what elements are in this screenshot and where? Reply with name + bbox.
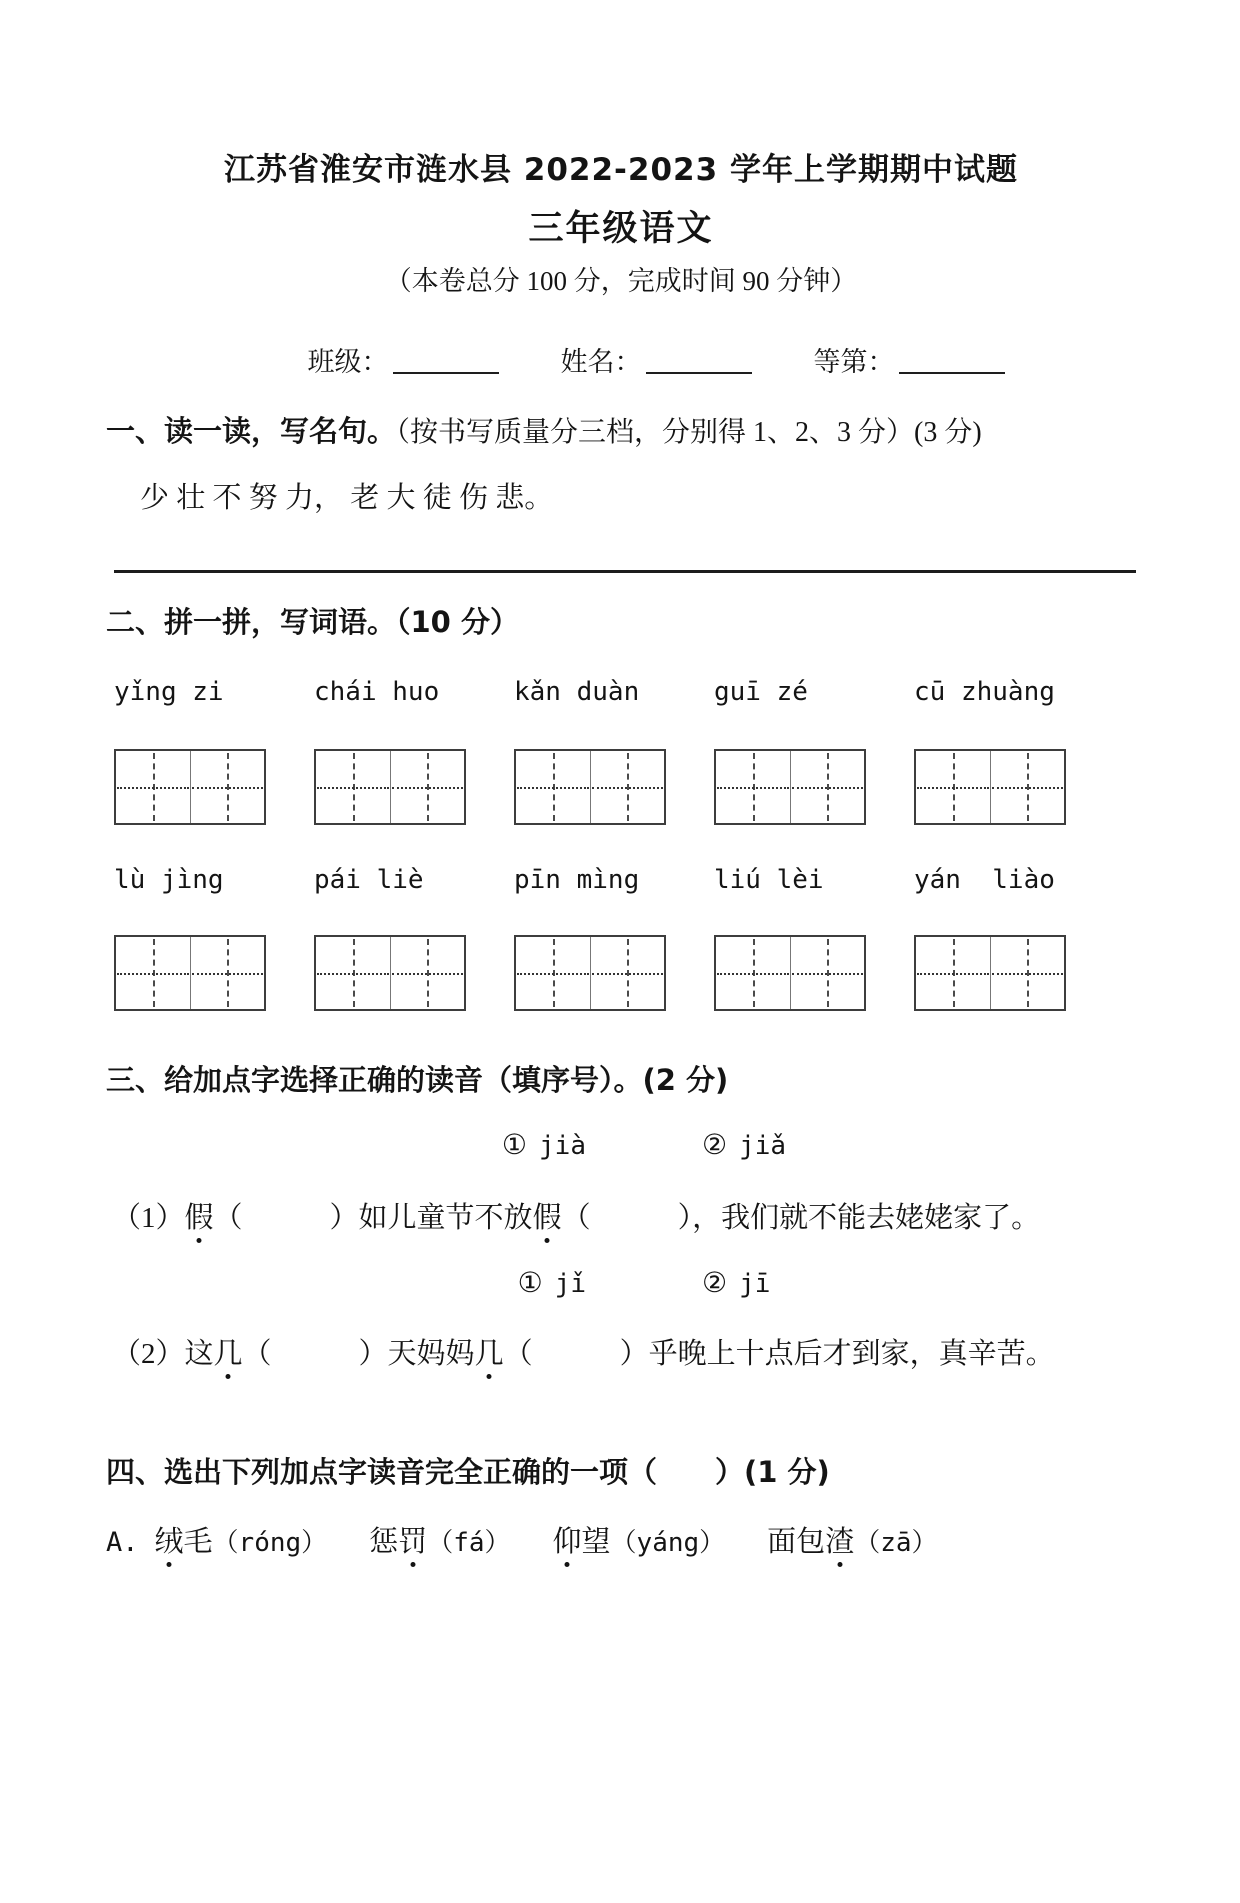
choice-option-1	[502, 1127, 586, 1165]
grid-cell[interactable]	[916, 937, 990, 1009]
choice-line-2	[106, 1265, 1136, 1303]
page-title: 江苏省淮安市涟水县 2022-2023 学年上学期期中试题	[223, 152, 1018, 188]
pinyin-annotation: （yáng）	[610, 1528, 726, 1558]
choice-pinyin: jī	[739, 1269, 771, 1299]
dotted-char: 仰	[552, 1526, 582, 1558]
writing-grid[interactable]	[914, 749, 1066, 825]
choice-number: ②	[702, 1268, 728, 1299]
writing-grid[interactable]	[314, 749, 466, 825]
choice-pinyin: jià	[539, 1131, 586, 1161]
grade-label: 等第：	[813, 347, 895, 377]
section-2-heading: 二、拼一拼，写词语。（10 分）	[106, 605, 519, 639]
pinyin-annotation: （róng）	[212, 1528, 328, 1558]
option-label: A.	[106, 1527, 139, 1558]
grid-cell[interactable]	[990, 937, 1065, 1009]
grid-cell[interactable]	[590, 751, 665, 823]
class-input-blank[interactable]	[393, 350, 499, 374]
writing-grid[interactable]	[714, 935, 866, 1011]
question-text: 天妈妈	[387, 1338, 475, 1370]
pinyin-row-2	[114, 863, 1066, 897]
grid-cell[interactable]	[916, 751, 990, 823]
choice-pinyin: jǐ	[554, 1269, 586, 1299]
name-field	[561, 344, 752, 380]
word-group	[767, 1526, 937, 1558]
grid-cell[interactable]	[390, 937, 465, 1009]
writing-grid[interactable]	[114, 935, 266, 1011]
answer-blank[interactable]: （ ）	[628, 1455, 745, 1489]
pinyin-label: yán liào	[914, 865, 1055, 895]
writing-grid[interactable]	[714, 749, 866, 825]
choice-line-1	[106, 1127, 1136, 1165]
class-label: 班级：	[307, 347, 389, 377]
pinyin-label: kǎn duàn	[514, 677, 640, 707]
pinyin-label: lù jìng	[114, 865, 224, 895]
grade-input-blank[interactable]	[899, 350, 1005, 374]
grid-cell[interactable]	[316, 937, 390, 1009]
writing-grid-row-2	[114, 935, 1066, 1011]
question-text: ，我们就不能去姥姥家了。	[692, 1202, 1041, 1234]
question-2	[106, 1333, 1136, 1375]
grid-cell[interactable]	[716, 751, 790, 823]
section-4-heading	[106, 1453, 1136, 1491]
choice-pinyin: jiǎ	[739, 1131, 787, 1161]
hanzi: 望	[581, 1526, 611, 1558]
question-text: （1）	[112, 1202, 185, 1234]
name-label: 姓名：	[560, 347, 642, 377]
answer-blank[interactable]: （ ）	[561, 1202, 693, 1234]
pinyin-label: pái liè	[314, 865, 424, 895]
pinyin-label: chái huo	[314, 677, 440, 707]
grid-cell[interactable]	[190, 751, 265, 823]
grid-cell[interactable]	[390, 751, 465, 823]
dotted-char: 绒	[154, 1526, 184, 1558]
writing-grid[interactable]	[514, 749, 666, 825]
dotted-char: 假	[184, 1202, 214, 1234]
choice-option-2	[702, 1127, 786, 1165]
pinyin-row-1	[114, 675, 1066, 709]
pinyin-label: liú lèi	[714, 865, 824, 895]
section-3-heading: 三、给加点字选择正确的读音（填序号）。(2 分)	[106, 1063, 729, 1097]
grid-cell[interactable]	[590, 937, 665, 1009]
choice-option-2	[702, 1265, 770, 1303]
answer-blank[interactable]: （ ）	[503, 1338, 649, 1370]
question-1	[106, 1197, 1136, 1239]
pinyin-label: yǐng zi	[114, 677, 224, 707]
hanzi: 惩	[369, 1526, 399, 1558]
option-a	[106, 1521, 1136, 1564]
grid-cell[interactable]	[190, 937, 265, 1009]
pinyin-annotation: （fá）	[427, 1528, 511, 1558]
section-1-heading	[106, 412, 1136, 452]
name-input-blank[interactable]	[646, 350, 752, 374]
grid-cell[interactable]	[116, 751, 190, 823]
writing-grid[interactable]	[114, 749, 266, 825]
dotted-char: 几	[213, 1338, 243, 1370]
class-field	[308, 344, 499, 380]
choice-number: ①	[501, 1130, 528, 1161]
grid-cell[interactable]	[716, 937, 790, 1009]
grid-cell[interactable]	[516, 751, 590, 823]
choice-option-1	[518, 1265, 586, 1303]
question-text: 乎晚上十点后才到家，真辛苦。	[648, 1338, 1055, 1370]
grid-cell[interactable]	[316, 751, 390, 823]
pinyin-label: pīn mìng	[514, 865, 640, 895]
section-4-score: (1 分)	[744, 1455, 830, 1489]
grid-cell[interactable]	[990, 751, 1065, 823]
grid-cell[interactable]	[116, 937, 190, 1009]
writing-grid-row-1	[114, 749, 1066, 825]
answer-blank[interactable]: （ ）	[213, 1202, 359, 1234]
dotted-char: 几	[474, 1338, 504, 1370]
question-text: 如儿童节不放	[358, 1202, 533, 1234]
choice-number: ①	[517, 1268, 543, 1299]
hanzi: 毛	[183, 1526, 213, 1558]
section-4-title: 四、选出下列加点字读音完全正确的一项	[106, 1455, 629, 1489]
word-group	[155, 1526, 328, 1558]
grid-cell[interactable]	[790, 937, 865, 1009]
question-text: （2）这	[112, 1338, 214, 1370]
grade-field	[814, 344, 1005, 380]
exam-info: （本卷总分 100 分，完成时间 90 分钟）	[384, 266, 858, 296]
pinyin-label: guī zé	[714, 677, 808, 707]
grid-cell[interactable]	[790, 751, 865, 823]
word-group	[553, 1526, 726, 1558]
writing-grid[interactable]	[914, 935, 1066, 1011]
choice-number: ②	[702, 1130, 728, 1161]
page-subtitle: 三年级语文	[528, 209, 714, 249]
exam-paper	[0, 150, 1240, 1903]
section-1-note: （按书写质量分三档，分别得 1、2、3 分）(3 分)	[396, 417, 982, 448]
famous-sentence: 少 壮 不 努 力， 老 大 徒 伤 悲。	[140, 482, 554, 514]
dotted-char: 渣	[825, 1526, 855, 1558]
word-group	[369, 1526, 510, 1558]
answer-blank[interactable]: （ ）	[242, 1338, 388, 1370]
pinyin-annotation: （zā）	[854, 1528, 938, 1558]
hanzi: 面包	[767, 1526, 826, 1558]
student-fields	[106, 344, 1136, 380]
writing-grid[interactable]	[314, 935, 466, 1011]
dotted-char: 假	[532, 1202, 562, 1234]
section-divider	[114, 570, 1136, 573]
writing-grid[interactable]	[514, 935, 666, 1011]
pinyin-label: cū zhuàng	[914, 677, 1055, 707]
section-1-title: 一、读一读，写名句。	[106, 414, 397, 448]
dotted-char: 罚	[398, 1526, 428, 1558]
grid-cell[interactable]	[516, 937, 590, 1009]
